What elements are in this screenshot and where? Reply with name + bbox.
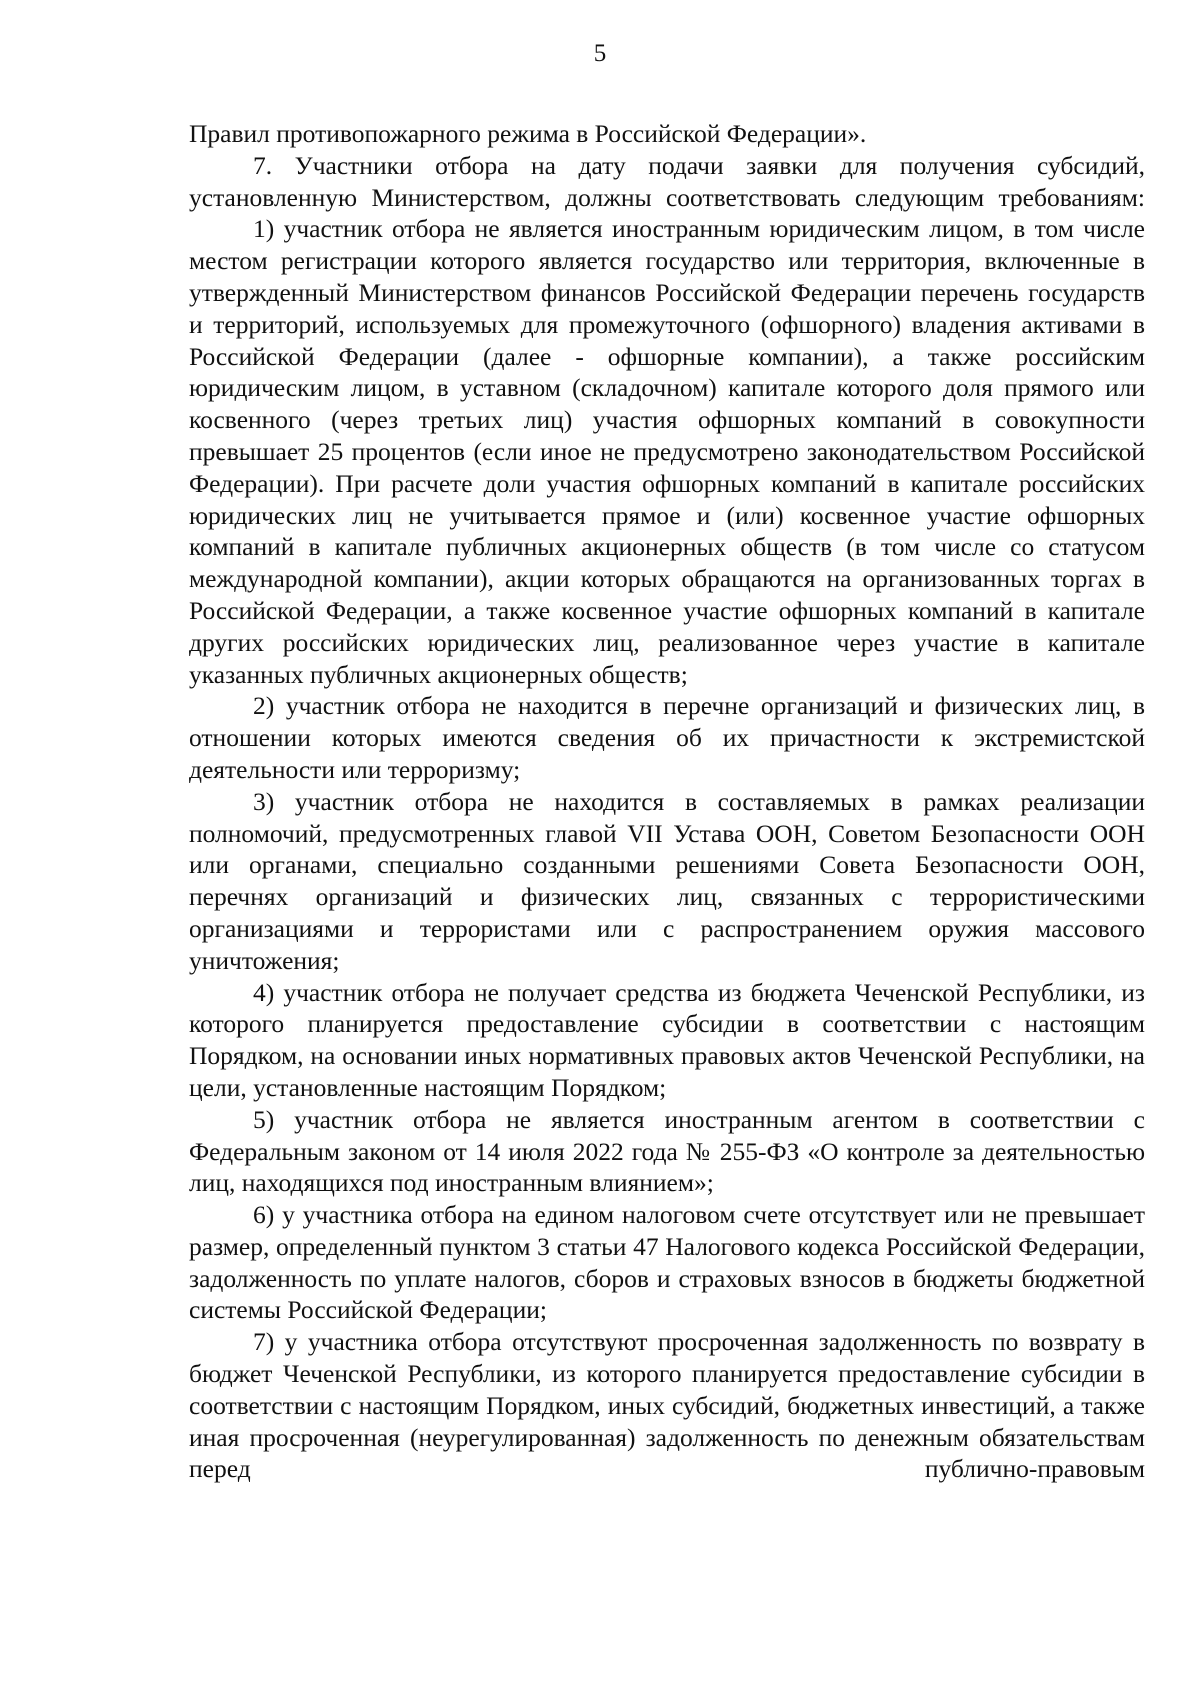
paragraph-subitem-3: 3) участник отбора не находится в составляемых в рамках реализации полномочий, предусмотренных главой VII Устава ООН, Советом Безопасности ООН или органами, специально созданными решениями Совета Безопасности ООН, перечнях организаций и физических лиц, связанных с террористическими организациями и террористами или с распространением оружия массового уничтожения; <box>189 786 1145 975</box>
document-body <box>189 118 1145 1485</box>
paragraph-subitem-1: 1) участник отбора не является иностранным юридическим лицом, в том числе местом регистрации которого является государство или территория, включенные в утвержденный Министерством финансов Российской Федерации перечень государств и территорий, используемых для промежуточного (офшорного) владения активами в Российской Федерации (далее - офшорные компании), а также российским юридическим лицом, в уставном (складочном) капитале которого доля прямого или косвенного (через третьих лиц) участия офшорных компаний в совокупности превышает 25 процентов (если иное не предусмотрено законодательством Российской Федерации). При расчете доли участия офшорных компаний в капитале российских юридических лиц не учитывается прямое и (или) косвенное участие офшорных компаний в капитале публичных акционерных обществ (в том числе со статусом международной компании), акции которых обращаются на организованных торгах в Российской Федерации, а также косвенное участие офшорных компаний в капитале других российских юридических лиц, реализованное через участие в капитале указанных публичных акционерных обществ; <box>189 214 1145 689</box>
page-number: 5 <box>593 40 607 67</box>
paragraph-continuation: Правил противопожарного режима в Российской Федерации». <box>189 119 867 148</box>
paragraph-subitem-2: 2) участник отбора не находится в перечне организаций и физических лиц, в отношении которых имеются сведения об их причастности к экстремистской деятельности или терроризму; <box>189 691 1145 784</box>
paragraph-subitem-5: 5) участник отбора не является иностранным агентом в соответствии с Федеральным законом от 14 июля 2022 года № 255-ФЗ «О контроле за деятельностью лиц, находящихся под иностранным влиянием»; <box>189 1104 1145 1198</box>
paragraph-subitem-4: 4) участник отбора не получает средства из бюджета Чеченской Республики, из которого планируется предоставление субсидии в соответствии с настоящим Порядком, на основании иных нормативных правовых актов Чеченской Республики, на цели, установленные настоящим Порядком; <box>189 977 1145 1102</box>
paragraph-item-7: 7. Участники отбора на дату подачи заявки для получения субсидий, установленную Министерством, должны соответствовать следующим требованиям: <box>189 150 1145 212</box>
paragraph-subitem-6: 6) у участника отбора на едином налоговом счете отсутствует или не превышает размер, определенный пунктом 3 статьи 47 Налогового кодекса Российской Федерации, задолженность по уплате налогов, сборов и страховых взносов в бюджеты бюджетной системы Российской Федерации; <box>189 1200 1145 1325</box>
paragraph-subitem-7: 7) у участника отбора отсутствуют просроченная задолженность по возврату в бюджет Чеченской Республики, из которого планируется предоставление субсидии в соответствии с настоящим Порядком, иных субсидий, бюджетных инвестиций, а также иная просроченная (неурегулированная) задолженность по денежным обязательствам перед публично-правовым <box>189 1327 1145 1484</box>
